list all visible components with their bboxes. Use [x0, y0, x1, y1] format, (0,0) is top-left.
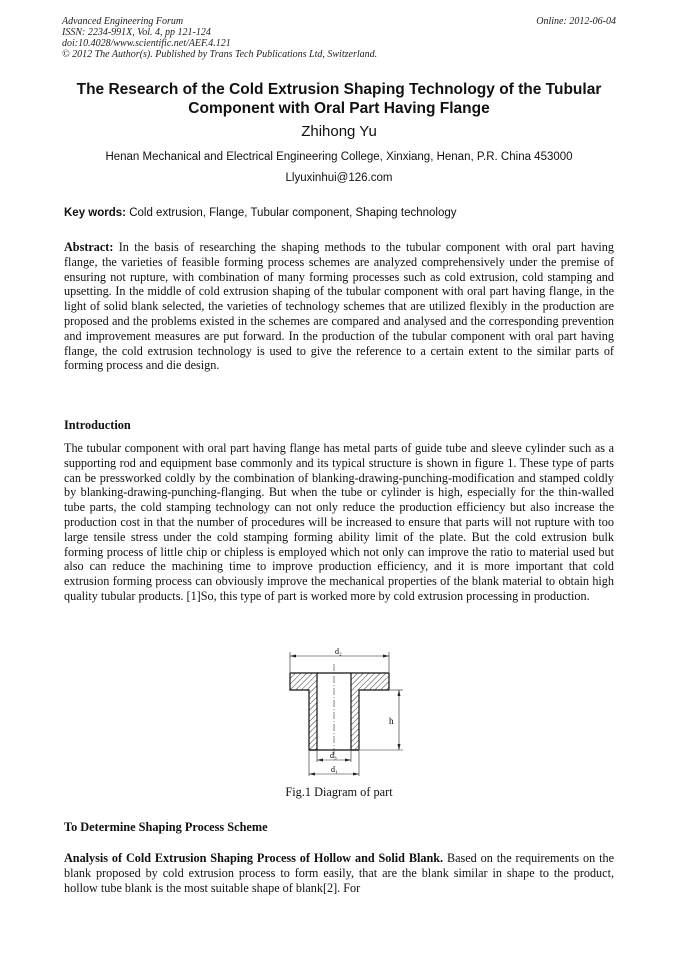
analysis-text: Based on the requirements on the blank proposed by cold extrusion process to form easily, that are the blank similar in shape to the product, hollow tube blank is the most suitable shape of blank[2]. For — [64, 851, 615, 895]
journal-name: Advanced Engineering Forum — [62, 16, 184, 27]
introduction-text: The tubular component with oral part having flange has metal parts of guide tube and sleeve cylinder such as a supporting rod and equipment base commonly and its typical structure is shown in figure 1. These type of parts can be pressworked coldly by the combination of blanking-drawing-punching-modification and stamped coldly by blanking-drawing-punching-flanging. But when the tube or cylinder is high, especially for the thin-walled tube parts, the cold stamping technology can not only reduce the production efficiency but also increase the production cost in that the number of procedures will be increased to ensure that parts will not rupture with too large tensile stress under the cold stamping forming ability limit of the plate. But the cold extrusion bulk forming process of little chip or chipless is employed which not only can improve the ratio to material used but also can reduce the machining time to improve production efficiency, and it is more important that cold extrusion forming process can obviously improve the mechanical properties of the blank material to obtain high quality tubular products. [1]So, this type of part is worked more by cold extrusion processing in production. — [64, 441, 614, 603]
analysis-subheading: Analysis of Cold Extrusion Shaping Process of Hollow and Solid Blank. — [64, 851, 444, 865]
author-name: Zhihong Yu — [301, 123, 377, 140]
abstract-text: In the basis of researching the shaping methods to the tubular component with oral part having flange, the varieties of feasible forming process schemes are analyzed comprehensively under the premise of ensuring not rupture, with combination of many forming processes such as cold extrusion, cold stamping and upsetting. In the middle of cold extrusion shaping of the tubular component with oral part having flange, in the light of solid blank selected, the varieties of technology schemes that are utilized flexibly in the production are proposed and the problems existed in the schemes are compared and analysed and the corresponding prevention and improvement measures are put forward. In the production of the tubular component with oral part having flange, the cold extrusion technology is used to give the reference to a certain extent to the similar parts of forming process and die design. — [64, 240, 614, 373]
part-diagram — [279, 644, 419, 780]
dim-d2-label: d₂ — [335, 647, 342, 656]
keywords-label: Key words: — [64, 207, 126, 219]
doi-line: doi:10.4028/www.scientific.net/AEF.4.121 — [62, 38, 231, 49]
introduction-heading: Introduction — [64, 418, 131, 432]
affiliation: Henan Mechanical and Electrical Engineering College, Xinxiang, Henan, P.R. China 453000 — [105, 151, 573, 163]
left-section-hatch — [290, 673, 317, 750]
dim-d3-label: d₃ — [330, 751, 337, 760]
abstract-label: Abstract: — [64, 240, 114, 254]
abstract — [64, 240, 614, 373]
keywords-text: Cold extrusion, Flange, Tubular component, Shaping technology — [129, 207, 457, 219]
online-date: Online: 2012-06-04 — [536, 16, 616, 27]
paper-title: The Research of the Cold Extrusion Shaping Technology of the Tubular Component with Oral Part Having Flange — [76, 81, 602, 117]
dim-h-label: h — [389, 716, 394, 726]
section-heading-shaping: To Determine Shaping Process Scheme — [64, 820, 268, 834]
copyright-line: © 2012 The Author(s). Published by Trans Tech Publications Ltd, Switzerland. — [62, 49, 378, 60]
author-email: Llyuxinhui@126.com — [285, 172, 393, 184]
keywords — [64, 207, 614, 219]
dim-d1-label: d₁ — [331, 765, 338, 774]
right-section-hatch — [351, 673, 389, 750]
figure-caption: Fig.1 Diagram of part — [285, 785, 393, 799]
issn-line: ISSN: 2234-991X, Vol. 4, pp 121-124 — [62, 27, 211, 38]
page-header — [62, 16, 616, 60]
analysis-paragraph — [64, 851, 614, 895]
